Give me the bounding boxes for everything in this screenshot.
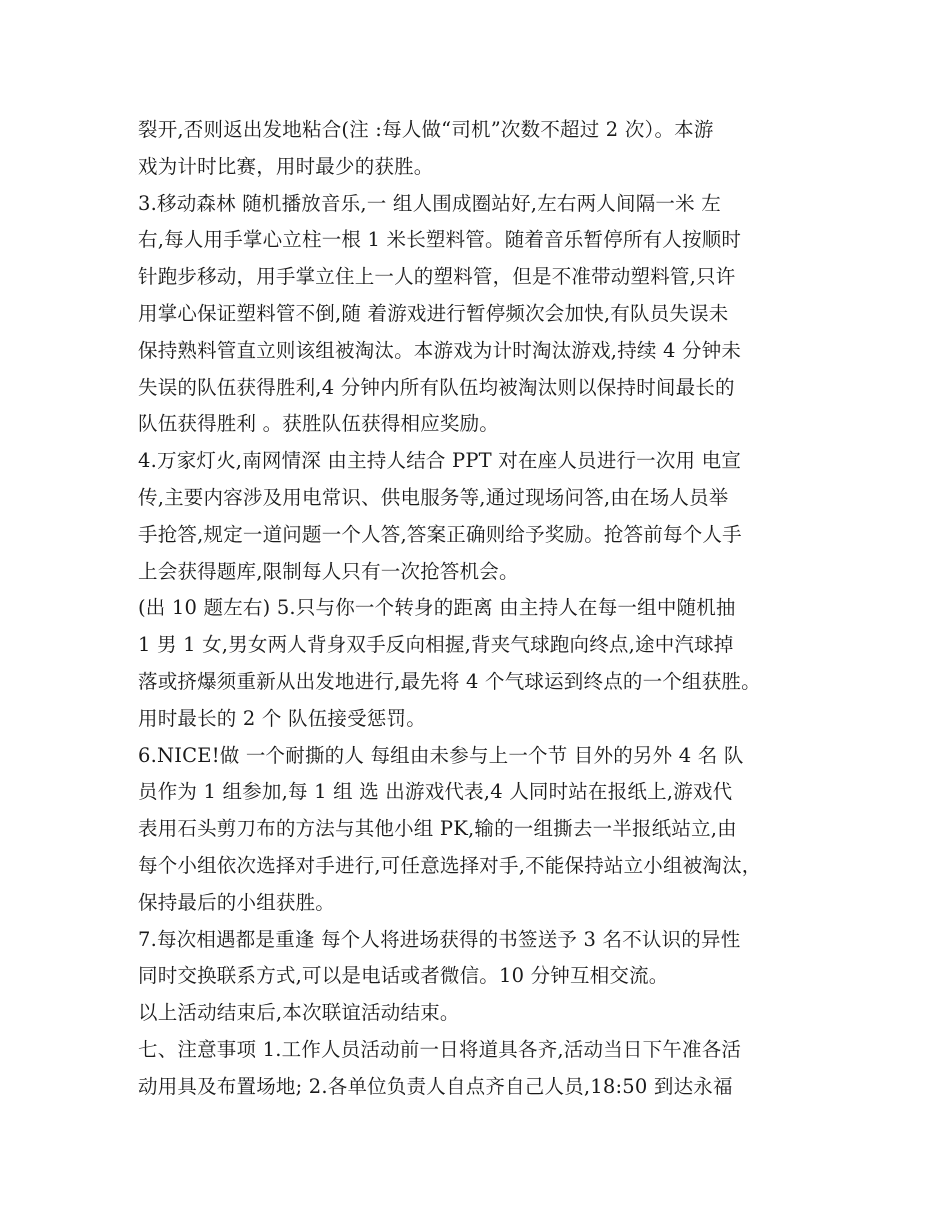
text-line: 7.每次相遇都是重逢 每个人将进场获得的书签送予 3 名不认识的异性 bbox=[138, 927, 741, 951]
text-line: 保持熟料管直立则该组被淘汰。本游戏为计时淘汰游戏,持续 4 分钟未 bbox=[138, 338, 742, 362]
text-line: 右,每人用手掌心立柱一根 1 米长塑料管。随着音乐暂停所有人按顺时 bbox=[138, 228, 742, 252]
text-line: 用掌心保证塑料管不倒,随 着游戏进行暂停频次会加快,有队员失误未 bbox=[138, 301, 729, 325]
text-line: 戏为计时比赛，用时最少的获胜。 bbox=[138, 154, 434, 178]
text-line: 6.NICE!做 一个耐撕的人 每组由未参与上一个节 目外的另外 4 名 队 bbox=[138, 743, 744, 767]
text-line: 针跑步移动，用手掌立住上一人的塑料管，但是不准带动塑料管,只许 bbox=[138, 265, 736, 289]
text-line: 用时最长的 2 个 队伍接受惩罚。 bbox=[138, 706, 426, 730]
text-line: 七、注意事项 1.工作人员活动前一日将道具各齐,活动当日下午准各活 bbox=[138, 1037, 742, 1061]
text-line: 裂开,否则返出发地粘合(注 :每人做“司机”次数不超过 2 次）。本游 bbox=[138, 118, 714, 141]
text-line: 落或挤爆须重新从出发地进行,最先将 4 个气球运到终点的一个组获胜。 bbox=[138, 669, 761, 693]
text-line: 表用石头剪刀布的方法与其他小组 PK,输的一组撕去一半报纸站立,由 bbox=[138, 817, 737, 841]
text-line: 每个小组依次选择对手进行,可任意选择对手,不能保持站立小组被淘汰， bbox=[138, 853, 762, 877]
text-line: 1 男 1 女,男女两人背身双手反向相握,背夹气球跑向终点,途中汽球掉 bbox=[138, 633, 734, 657]
text-line: 保持最后的小组获胜。 bbox=[138, 890, 336, 914]
text-line: (出 10 题左右) 5.只与你一个转身的距离 由主持人在每一组中随机抽 bbox=[138, 596, 736, 620]
text-line: 动用具及布置场地; 2.各单位负责人自点齐自己人员,18:50 到达永福 bbox=[138, 1074, 733, 1098]
text-line: 3.移动森林 随机播放音乐,一 组人围成圈站好,左右两人间隔一米 左 bbox=[138, 191, 721, 215]
text-line: 同时交换联系方式,可以是电话或者微信。10 分钟互相交流。 bbox=[138, 964, 669, 988]
text-line: 队伍获得胜利 。获胜队伍获得相应奖励。 bbox=[138, 412, 499, 436]
document-body bbox=[138, 112, 938, 1106]
text-line: 传,主要内容涉及用电常识、供电服务等,通过现场问答,由在场人员举 bbox=[138, 485, 729, 509]
text-line: 4.万家灯火,南网情深 由主持人结合 PPT 对在座人员进行一次用 电宣 bbox=[138, 449, 742, 473]
text-line: 上会获得题库,限制每人只有一次抢答机会。 bbox=[138, 559, 519, 583]
text-line: 员作为 1 组参加,每 1 组 选 出游戏代表,4 人同时站在报纸上,游戏代 bbox=[138, 780, 733, 804]
text-line: 以上活动结束后,本次联谊活动结束。 bbox=[138, 1001, 460, 1025]
text-line: 失误的队伍获得胜利,4 分钟内所有队伍均被淘汰则以保持时间最长的 bbox=[138, 375, 735, 399]
text-line: 手抢答,规定一道问题一个人答,答案正确则给予奖励。抢答前每个人手 bbox=[138, 522, 742, 546]
